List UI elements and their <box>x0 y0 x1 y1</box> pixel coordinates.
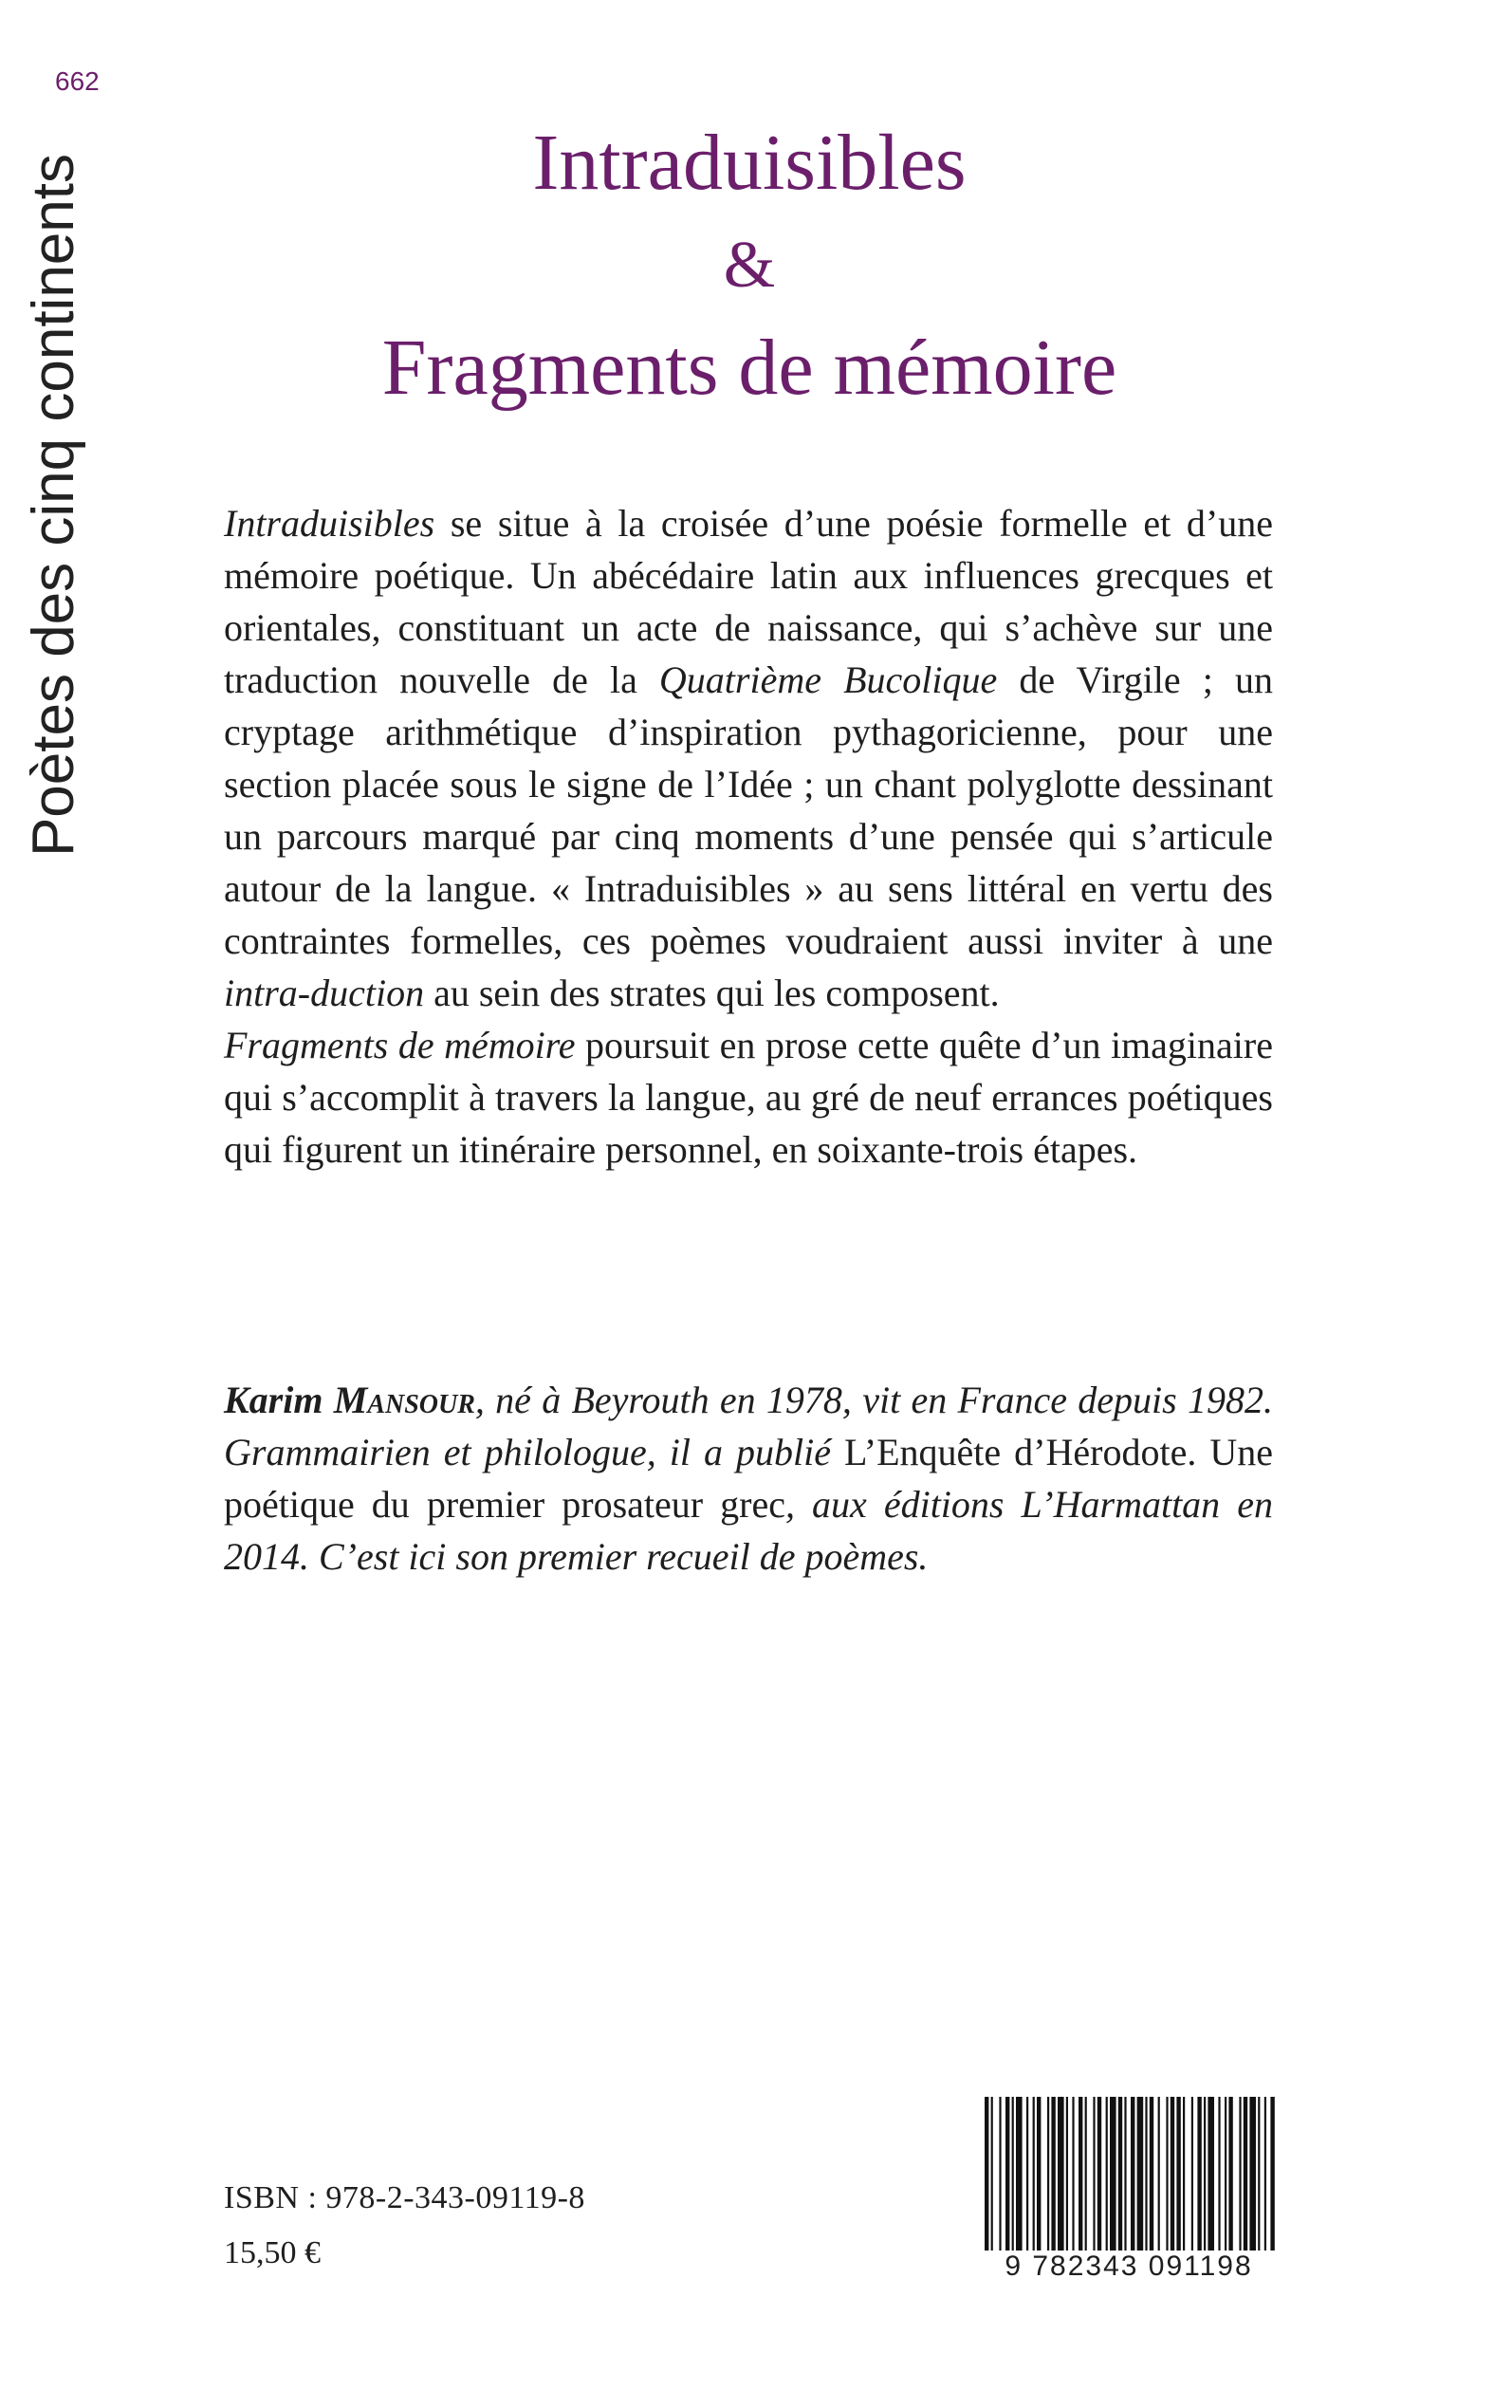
barcode-bar <box>1270 2097 1274 2253</box>
barcode-bar <box>1106 2097 1108 2253</box>
title-line-1: Intraduisibles <box>532 119 967 207</box>
barcode-bar <box>999 2097 1001 2253</box>
title-ampersand: & <box>723 229 776 302</box>
barcode-bar <box>1176 2097 1180 2253</box>
barcode-bar <box>1204 2097 1206 2253</box>
barcode-bar <box>1137 2097 1144 2253</box>
barcode-bar <box>1110 2097 1116 2253</box>
bio-text: , aux éditions L’Harmattan en 2014. C’est ici son premier recueil de poèmes. <box>224 1483 1273 1578</box>
barcode-bar <box>1258 2097 1260 2253</box>
summary-italic-term: intra-duction <box>224 972 425 1014</box>
summary-paragraph-2 <box>224 1019 1273 1176</box>
barcode-digits: 9 782343 091198 <box>977 2251 1281 2283</box>
barcode-bar <box>1249 2097 1256 2253</box>
barcode-bar <box>1208 2097 1214 2253</box>
barcode-bar <box>1191 2097 1193 2253</box>
barcode-bar <box>1158 2097 1160 2253</box>
barcode-bar <box>1033 2097 1035 2253</box>
author-last-name: Mansour <box>333 1379 475 1421</box>
barcode-bar <box>1093 2097 1095 2253</box>
barcode-bar <box>1026 2097 1028 2253</box>
barcode-bar <box>1079 2097 1082 2253</box>
summary-italic-work: Quatrième Bucolique <box>658 658 998 701</box>
summary-italic-title: Fragments de mémoire <box>224 1024 576 1066</box>
bio-paragraph <box>224 1374 1273 1583</box>
bio-text: , né à Beyrouth en 1978, vit en France depuis 1982. Grammairien et philologue, il a publié <box>224 1379 1273 1473</box>
barcode-bar <box>985 2097 988 2253</box>
barcode-bar <box>1197 2097 1201 2253</box>
series-title: Poètes des cinq continents <box>21 154 86 858</box>
barcode-bar <box>1225 2097 1226 2253</box>
series-number: 662 <box>55 66 100 96</box>
author-bio <box>224 1374 1273 1583</box>
bio-book-title: L’Enquête d’Hérodote. Une poétique du premier prosateur grec <box>224 1431 1273 1526</box>
price: 15,50 € <box>224 2235 321 2270</box>
barcode-bar <box>1239 2097 1241 2253</box>
barcode-bar <box>1066 2097 1068 2253</box>
summary-text: de Virgile ; un cryptage arithmétique d’inspiration pythagoricienne, pour une section placée sous le signe de l’Idée ; un chant polyglotte dessinant un parcours marqué par cinq moments d’une pensée qui s’articule autour de la langue. « Intraduisibles » au sens littéral en vertu des contraintes formelles, ces poèmes voudraient aussi inviter à une <box>224 658 1273 962</box>
book-title <box>228 112 1271 419</box>
barcode-bar <box>1145 2097 1147 2253</box>
barcode-bar <box>1012 2097 1014 2253</box>
barcode-bar <box>1228 2097 1232 2253</box>
barcode-bar <box>1072 2097 1074 2253</box>
barcode-bar <box>1183 2097 1185 2253</box>
barcode-bar <box>1218 2097 1220 2253</box>
summary-text: se situe à la croisée d’une poésie formelle et d’une mémoire poétique. Un abécédaire latin aux influences grecques et orientales, constituant un acte de naissance, qui s’achève sur une traduction nouvelle de la <box>224 502 1273 701</box>
summary-text: poursuit en prose cette quête d’un imaginaire qui s’accomplit à travers la langue, au gré de neuf errances poétiques qui figurent un itinéraire personnel, en soixante-trois étapes. <box>224 1024 1273 1171</box>
barcode-bar <box>1131 2097 1134 2253</box>
title-line-2: Fragments de mémoire <box>381 324 1117 412</box>
barcode-bar <box>1016 2097 1023 2253</box>
barcode-bar <box>1047 2097 1049 2253</box>
barcode-bar <box>1166 2097 1168 2253</box>
summary-text: au sein des strates qui les composent. <box>424 972 1000 1014</box>
barcode-bar <box>1244 2097 1247 2253</box>
barcode-bar <box>1118 2097 1122 2253</box>
barcode-bar <box>1124 2097 1126 2253</box>
barcode-bar <box>1085 2097 1087 2253</box>
barcode-bar <box>1037 2097 1041 2253</box>
barcode-bar <box>1051 2097 1055 2253</box>
author-first-name: Karim <box>224 1379 334 1421</box>
back-cover-summary <box>224 497 1273 1176</box>
barcode-bar <box>1171 2097 1174 2253</box>
barcode-bar <box>1097 2097 1101 2253</box>
isbn: ISBN : 978-2-343-09119-8 <box>224 2180 585 2215</box>
barcode-bar <box>1058 2097 1064 2253</box>
barcode-bar <box>1150 2097 1153 2253</box>
summary-italic-title: Intraduisibles <box>224 502 435 545</box>
barcode-bar <box>991 2097 993 2253</box>
barcode-bar <box>1005 2097 1009 2253</box>
summary-paragraph-1 <box>224 497 1273 1019</box>
barcode-bar <box>1264 2097 1266 2253</box>
